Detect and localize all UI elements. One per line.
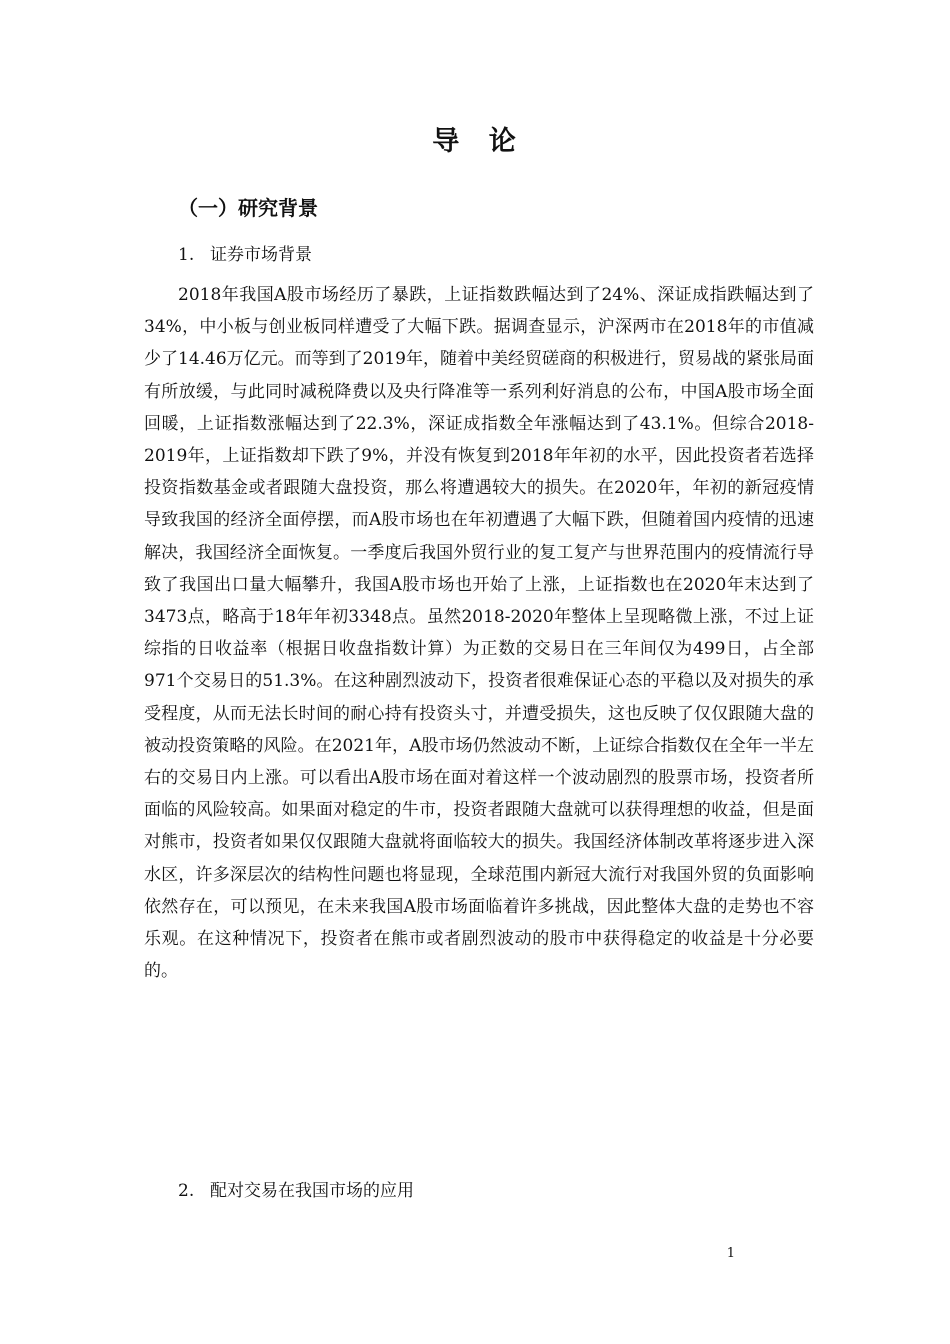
subsection-number-2: 2. <box>178 1181 195 1201</box>
page-number: 1 <box>726 1246 735 1261</box>
subsection-number-1: 1. <box>178 245 195 265</box>
section-heading: （一）研究背景 <box>178 196 318 220</box>
subsection-label-1: 证券市场背景 <box>210 245 312 265</box>
subsection-label-2: 配对交易在我国市场的应用 <box>210 1181 414 1201</box>
page-title: 导 论 <box>432 126 518 157</box>
subsection-heading-2 <box>178 1176 414 1206</box>
body-paragraph: 2018年我国A股市场经历了暴跌，上证指数跌幅达到了24%、深证成指跌幅达到了34%，中小板与创业板同样遭受了大幅下跌。据调查显示，沪深两市在2018年的市值减少了14.46万亿元。而等到了2019年，随着中美经贸磋商的积极进行，贸易战的紧张局面有所放缓，与此同时减税降费以及央行降准等一系列利好消息的公布，中国A股市场全面回暖，上证指数涨幅达到了22.3%，深证成指数全年涨幅达到了43.1%。但综合2018-2019年，上证指数却下跌了9%，并没有恢复到2018年年初的水平，因此投资者若选择投资指数基金或者跟随大盘投资，那么将遭遇较大的损失。在2020年，年初的新冠疫情导致我国的经济全面停摆，而A股市场也在年初遭遇了大幅下跌，但随着国内疫情的迅速解决，我国经济全面恢复。一季度后我国外贸行业的复工复产与世界范围内的疫情流行导致了我国出口量大幅攀升，我国A股市场也开始了上涨，上证指数也在2020年末达到了3473点，略高于18年年初3348点。虽然2018-2020年整体上呈现略微上涨，不过上证综指的日收益率（根据日收盘指数计算）为正数的交易日在三年间仅为499日，占全部971个交易日的51.3%。在这种剧烈波动下，投资者很难保证心态的平稳以及对损失的承受程度，从而无法长时间的耐心持有投资头寸，并遭受损失，这也反映了仅仅跟随大盘的被动投资策略的风险。在2021年，A股市场仍然波动不断，上证综合指数仅在全年一半左右的交易日内上涨。可以看出A股市场在面对着这样一个波动剧烈的股票市场，投资者所面临的风险较高。如果面对稳定的牛市，投资者跟随大盘就可以获得理想的收益，但是面对熊市，投资者如果仅仅跟随大盘就将面临较大的损失。我国经济体制改革将逐步进入深水区，许多深层次的结构性问题也将显现，全球范围内新冠大流行对我国外贸的负面影响依然存在，可以预见，在未来我国A股市场面临着许多挑战，因此整体大盘的走势也不容乐观。在这种情况下，投资者在熊市或者剧烈波动的股市中获得稳定的收益是十分必要的。 <box>144 285 814 982</box>
subsection-heading-1 <box>178 240 312 270</box>
